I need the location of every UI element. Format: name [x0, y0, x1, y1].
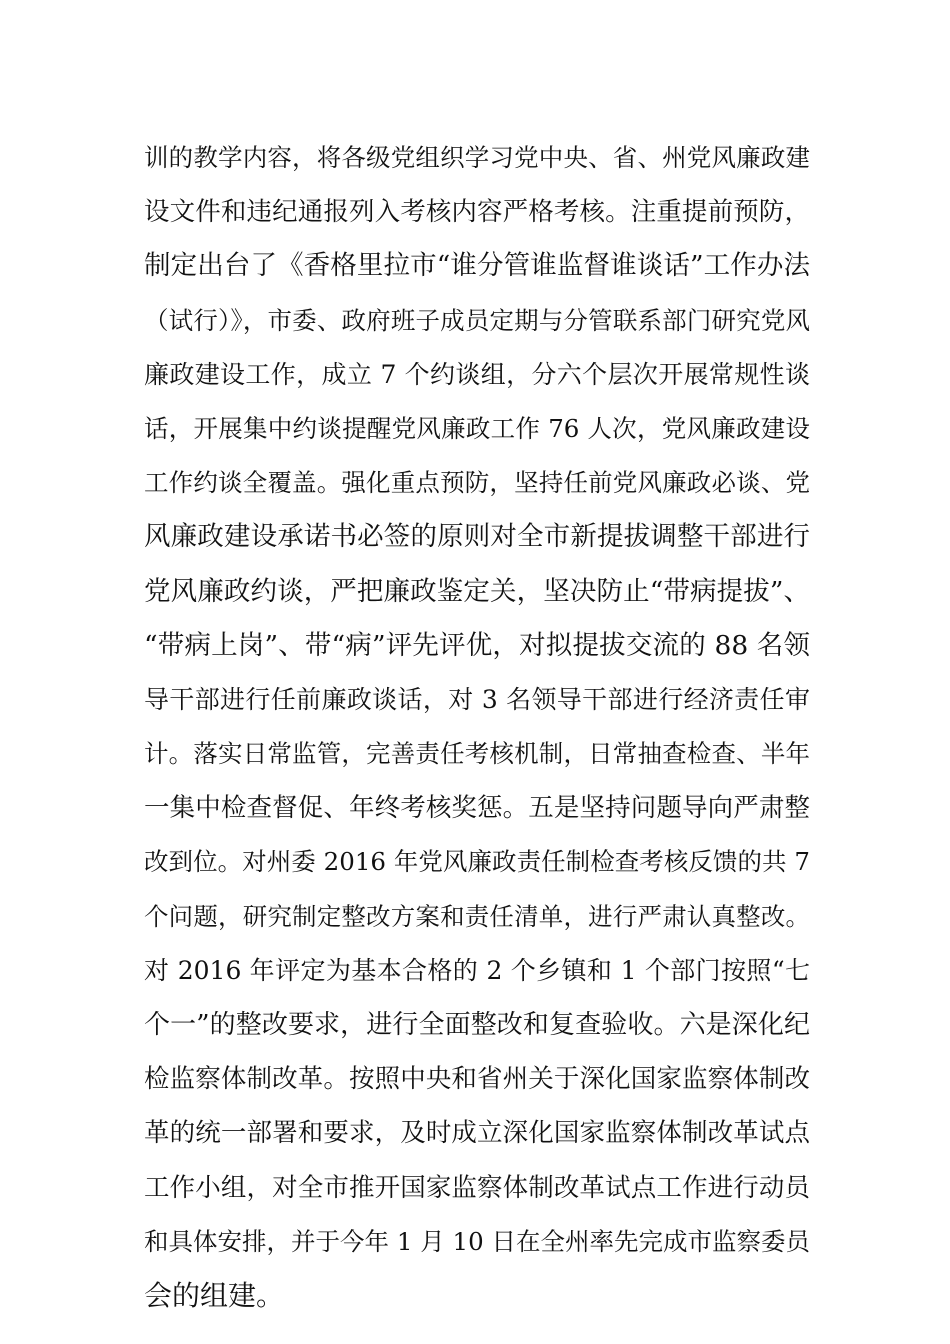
text-line: 检监察体制改革。按照中央和省州关于深化国家监察体制改 — [144, 1064, 810, 1095]
text-line: 工作约谈全覆盖。强化重点预防，坚持任前党风廉政必谈、党 — [144, 468, 810, 498]
text-line: 话，开展集中约谈提醒党风廉政工作 76 人次，党风廉政建设 — [144, 413, 810, 443]
text-line: 设文件和违纪通报列入考核内容严格考核。注重提前预防， — [144, 197, 810, 228]
text-line: 风廉政建设承诺书必签的原则对全市新提拔调整干部进行 — [144, 521, 810, 553]
text-line: 计。落实日常监管，完善责任考核机制，日常抽查检查、半年 — [144, 739, 810, 769]
body-paragraph — [144, 131, 810, 1323]
text-line: 训的教学内容，将各级党组织学习党中央、省、州党风廉政建 — [144, 143, 810, 172]
text-line: 革的统一部署和要求，及时成立深化国家监察体制改革试点 — [144, 1118, 810, 1149]
text-line: 会的组建。 — [144, 1278, 285, 1312]
text-line: 工作小组，对全市推开国家监察体制改革试点工作进行动员 — [144, 1172, 810, 1203]
text-line: “带病上岗”、带“病”评先评优，对拟提拔交流的 88 名领 — [144, 629, 810, 661]
text-line: 党风廉政约谈，严把廉政鉴定关，坚决防止“带病提拔”、 — [144, 575, 810, 607]
text-line: 制定出台了《香格里拉市“谁分管谁监督谁谈话”工作办法 — [144, 250, 810, 282]
text-line: 一集中检查督促、年终考核奖惩。五是坚持问题导向严肃整 — [144, 793, 810, 824]
text-line: （试行）》，市委、政府班子成员定期与分管联系部门研究党风 — [144, 305, 810, 335]
text-line: 对 2016 年评定为基本合格的 2 个乡镇和 1 个部门按照“七 — [144, 955, 810, 985]
text-line: 个问题，研究制定整改方案和责任清单，进行严肃认真整改。 — [144, 901, 810, 931]
text-line: 改到位。对州委 2016 年党风廉政责任制检查考核反馈的共 7 — [144, 847, 810, 877]
text-line: 和具体安排，并于今年 1 月 10 日在全州率先完成市监察委员 — [144, 1226, 810, 1256]
text-line: 廉政建设工作，成立 7 个约谈组，分六个层次开展常规性谈 — [144, 359, 810, 389]
text-line: 个一”的整改要求，进行全面整改和复查验收。六是深化纪 — [144, 1010, 810, 1040]
text-line: 导干部进行任前廉政谈话，对 3 名领导干部进行经济责任审 — [144, 684, 810, 714]
